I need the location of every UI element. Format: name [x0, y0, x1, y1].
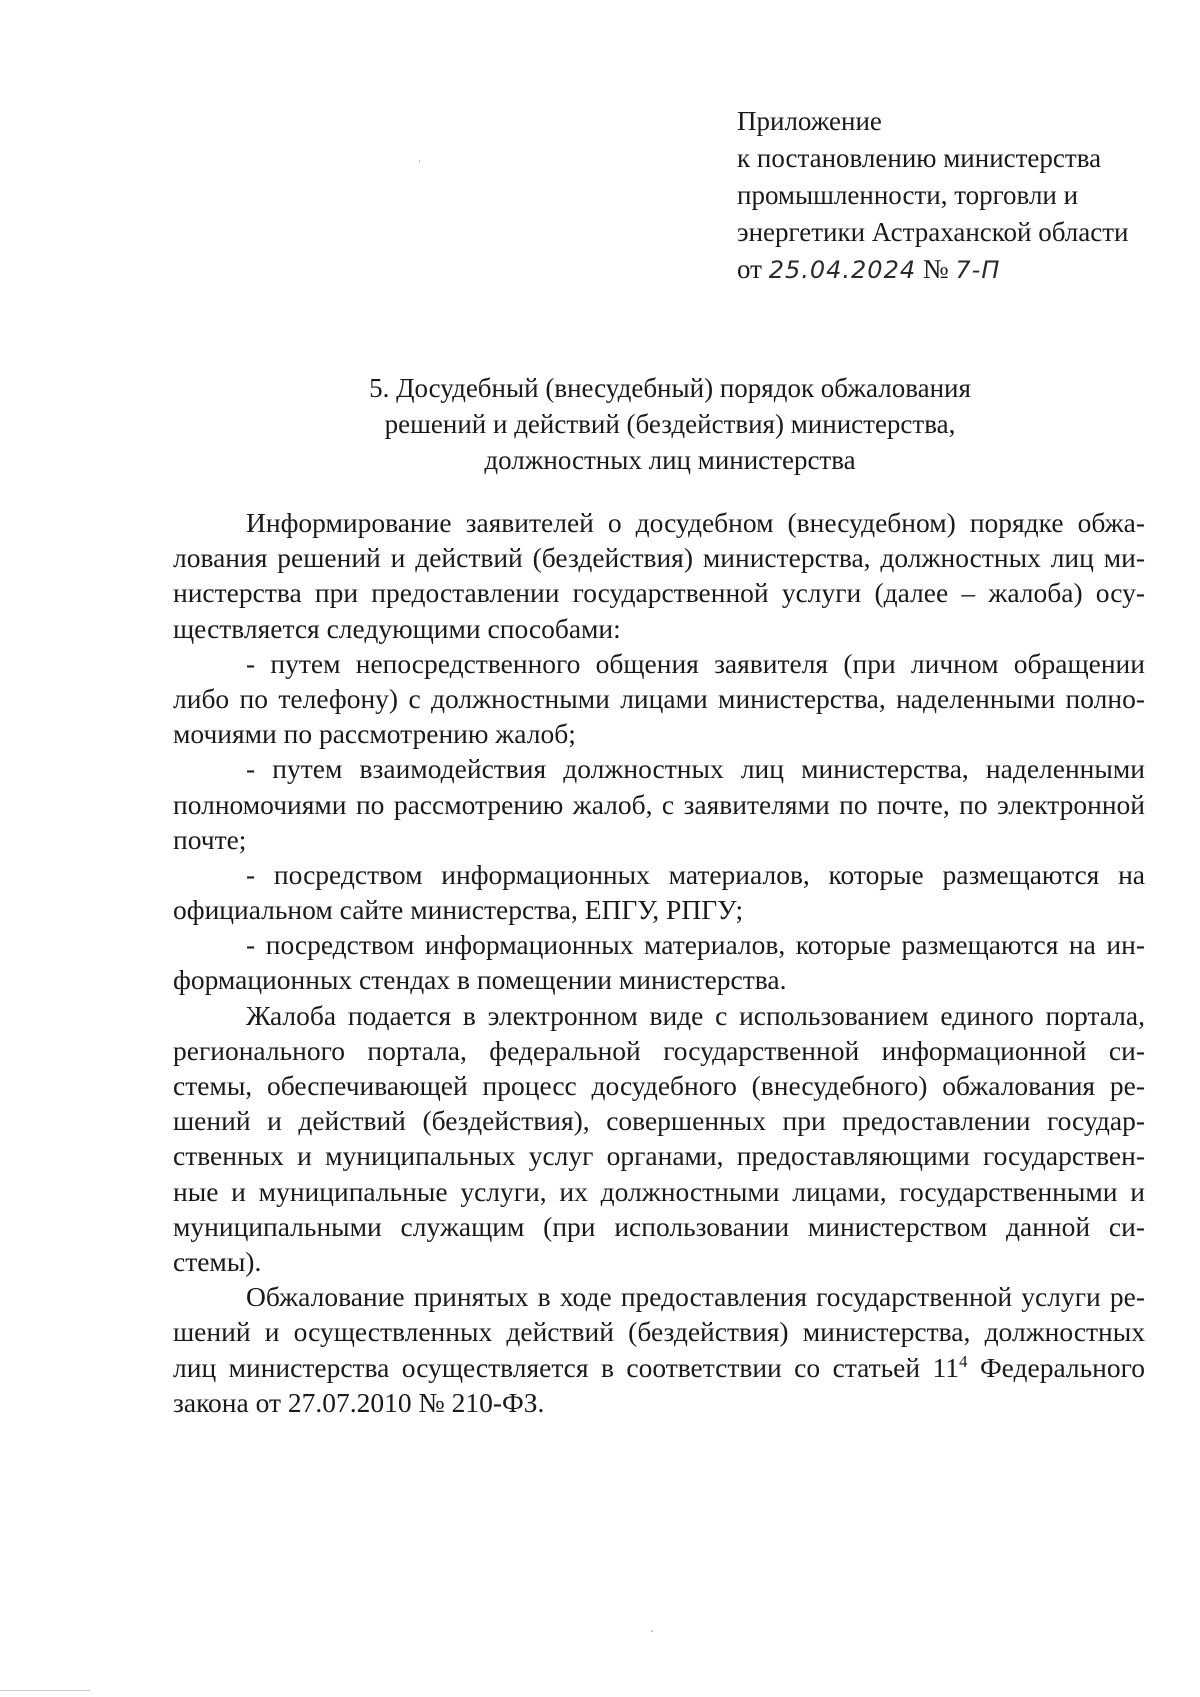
handwritten-number: 7-П — [955, 256, 1001, 284]
text-line: - посредством информационных материалов, которые размещаются на — [246, 858, 1145, 890]
document-body — [173, 505, 1145, 1420]
paragraph-informing — [173, 505, 1145, 646]
text-segment: лиц министерства осуществляется в соответствии со статьей 11 — [173, 1351, 960, 1383]
appendix-line-1: Приложение — [737, 106, 882, 136]
section-heading-line-1: 5. Досудебный (внесудебный) порядок обжалования — [369, 373, 971, 403]
scan-speck — [651, 1630, 653, 1632]
text-line: Обжалование принятых в ходе предоставления государственной услуги ре- — [246, 1281, 1145, 1313]
text-line: официальном сайте министерства, ЕПГУ, РПГУ; — [173, 894, 744, 926]
section-heading-line-3: должностных лиц министерства — [484, 445, 856, 475]
text-line: Жалоба подается в электронном виде с использованием единого портала, — [246, 999, 1145, 1031]
appendix-header — [737, 103, 1177, 289]
article-superscript: 4 — [959, 1351, 968, 1371]
list-item-direct-communication — [173, 646, 1145, 752]
text-line: формационных стендах в помещении министерства. — [173, 964, 787, 996]
appendix-line-3: промышленности, торговли и — [737, 180, 1079, 210]
text-line: мочиями по рассмотрению жалоб; — [173, 718, 576, 750]
text-line: полномочиями по рассмотрению жалоб, с заявителями по почте, по электронной — [173, 788, 1145, 820]
scan-speck — [0, 1690, 90, 1691]
text-line: почте; — [173, 823, 247, 855]
text-line: - посредством информационных материалов, которые размещаются на ин- — [246, 929, 1145, 961]
text-line: либо по телефону) с должностными лицами министерства, наделенными полно- — [173, 682, 1145, 714]
text-line: стемы, обеспечивающей процесс досудебного (внесудебного) обжалования ре- — [173, 1070, 1145, 1101]
handwritten-date: 25.04.2024 — [768, 256, 917, 284]
appendix-date-line — [737, 251, 1177, 289]
text-line: лования решений и действий (бездействия) министерства, должностных лиц ми- — [173, 542, 1145, 574]
appendix-line-4: энергетики Астраханской области — [737, 217, 1129, 247]
text-line: ственных и муниципальных услуг органами, предоставляющими государствен- — [173, 1140, 1145, 1172]
text-line: стемы). — [173, 1245, 262, 1277]
list-item-interaction — [173, 751, 1145, 857]
number-sign: № — [922, 254, 949, 284]
text-line: - путем взаимодействия должностных лиц министерства, наделенными — [246, 753, 1145, 785]
text-line: ществляется следующими способами: — [173, 612, 621, 644]
text-line: Информирование заявителей о досудебном (внесудебном) порядке обжа- — [246, 507, 1145, 538]
paragraph-appeal-law — [173, 1279, 1145, 1420]
text-line: нистерства при предоставлении государственной услуги (далее – жалоба) осу- — [173, 577, 1145, 609]
paragraph-electronic-complaint — [173, 998, 1145, 1280]
appendix-line-2: к постановлению министерства — [737, 143, 1102, 173]
text-line: шений и действий (бездействия), совершенных при предоставлении государ- — [173, 1105, 1145, 1137]
text-line-with-superscript — [173, 1350, 1145, 1385]
text-segment: Федерального — [967, 1351, 1145, 1383]
text-line: шений и осуществленных действий (бездействия) министерства, должностных — [173, 1316, 1145, 1348]
section-heading-line-2: решений и действий (бездействия) министерства, — [384, 409, 956, 439]
text-line: ные и муниципальные услуги, их должностными лицами, государственными и — [173, 1175, 1145, 1207]
text-line: - путем непосредственного общения заявителя (при личном обращении — [246, 647, 1145, 679]
text-line: закона от 27.07.2010 № 210-ФЗ. — [173, 1386, 545, 1418]
text-line: регионального портала, федеральной государственной информационной си- — [173, 1034, 1145, 1066]
list-item-stand-materials — [173, 927, 1145, 997]
list-item-website-materials — [173, 857, 1145, 927]
date-prefix: от — [737, 254, 762, 284]
text-line: муниципальными служащим (при использовании министерством данной си- — [173, 1210, 1145, 1242]
scan-speck — [419, 160, 420, 163]
section-heading — [240, 370, 1100, 478]
